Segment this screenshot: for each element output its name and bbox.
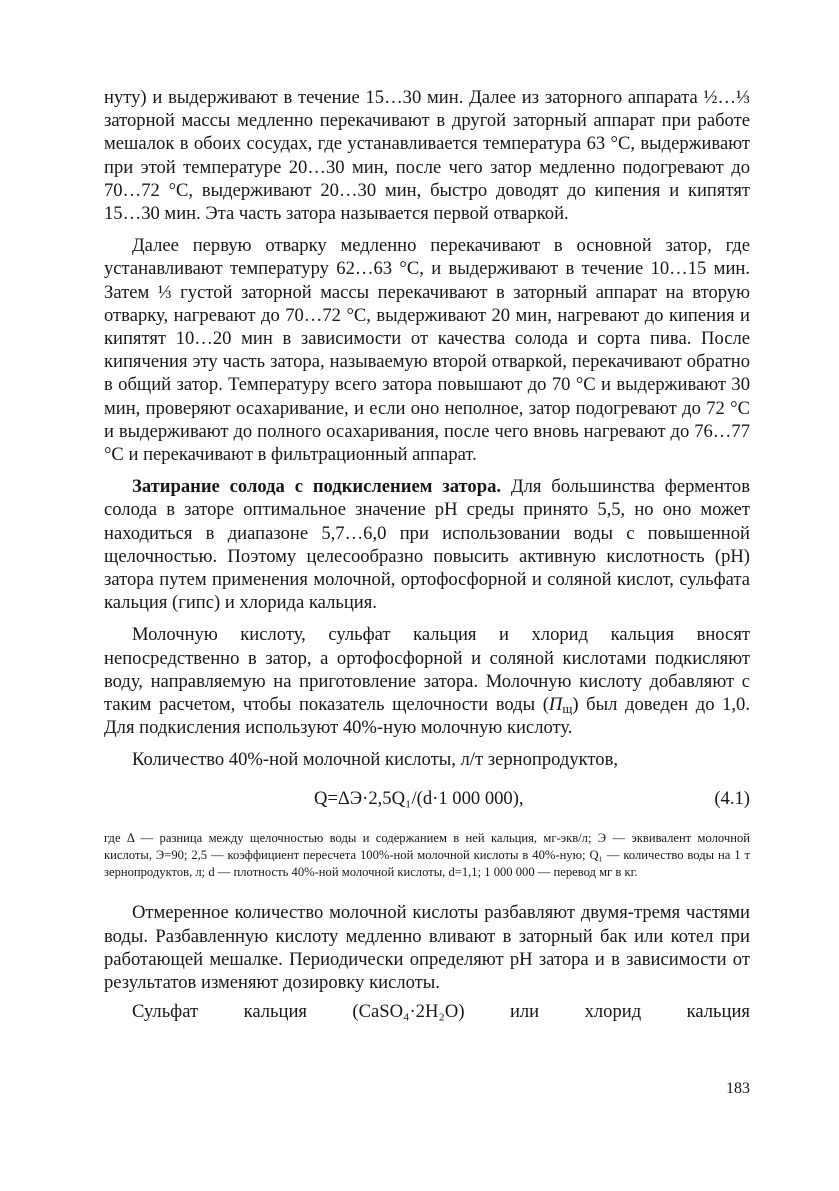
- formula-legend: где Δ — разница между щелочностью воды и содержанием в ней кальция, мг-экв/л; Э — эквивалент молочной кислоты, Э=90; 2,5 — коэффициент пересчета 100%-ной молочной кислоты в 40%-ную; Q₁ — количество воды на 1 т зернопродуктов, л; d — плотность 40%-ной молочной кислоты, d=1,1; 1 000 000 — перевод мг в кг.: [104, 830, 750, 880]
- word: хлорид: [584, 1001, 642, 1023]
- paragraph-7-line: [104, 1000, 750, 1023]
- formula-4-1: [104, 786, 750, 812]
- paragraph-3-text: Для большинства ферментов солода в заторе оптимальное значение рН среды принято 5,5, но оно может находиться в диапазоне 5,7…6,0 при использовании воды с повышенной щелочностью. Поэтому целесообразно повысить активную кислотность (рН) затора путем применения молочной, ортофосфорной и соляной кислот, сульфата кальция (гипс) и хлорида кальция.: [104, 476, 751, 614]
- word: (CaSO₄·2H₂O): [352, 1001, 465, 1023]
- page-number: 183: [726, 1080, 750, 1097]
- paragraph-5: Количество 40%-ной молочной кислоты, л/т зернопродуктов,: [132, 749, 619, 771]
- formula-expression: Q=ΔЭ·2,5Q₁/(d·1 000 000),: [314, 787, 524, 809]
- paragraph-4-text-a: Молочную кислоту, сульфат кальция и хлорид кальция вносят непосредственно в затор, а ортофосфорной и соляной кислотами подкисляют воду, направляемую на приготовление затора. Молочную кислоту добавляют с таким расчетом, чтобы показатель щелочности воды (: [104, 624, 750, 716]
- paragraph-3: [104, 475, 750, 614]
- word: кальция: [243, 1001, 307, 1023]
- word: Сульфат: [132, 1001, 199, 1023]
- alkalinity-symbol: П: [548, 694, 563, 716]
- page-body: [104, 86, 750, 1023]
- paragraph-6: Отмеренное количество молочной кислоты разбавляют двумя-тремя частями воды. Разбавленную кислоту медленно вливают в заторный бак или котел при работающей мешалке. Периодически определяют рН затора и в зависимости от результатов изменяют дозировку кислоты.: [104, 902, 750, 993]
- alkalinity-subscript: щ: [562, 701, 573, 717]
- formula-number: (4.1): [714, 787, 750, 809]
- word: кальция: [686, 1001, 750, 1023]
- section-heading-inline: Затирание солода с подкислением затора.: [132, 476, 502, 498]
- paragraph-1: нуту) и выдерживают в течение 15…30 мин. Далее из заторного аппарата ½…⅓ заторной массы медленно перекачивают в другой заторный аппарат при работе мешалок в обоих сосудах, где устанавливается температура 63 °С, выдерживают при этой температуре 20…30 мин, после чего затор медленно подогревают до 70…72 °С, выдерживают 20…30 мин, быстро доводят до кипения и кипятят 15…30 мин. Эта часть затора называется первой отваркой.: [104, 87, 750, 225]
- paragraph-4: [104, 623, 750, 739]
- paragraph-2: Далее первую отварку медленно перекачивают в основной затор, где устанавливают температуру 62…63 °С, и выдерживают в течение 10…15 мин. Затем ⅓ густой заторной массы перекачивают в заторный аппарат на вторую отварку, нагревают до 70…72 °С, выдерживают 20 мин, нагревают до кипения и кипятят 10…20 мин в зависимости от качества солода и сорта пива. После кипячения эту часть затора, называемую второй отваркой, перекачивают обратно в общий затор. Температуру всего затора повышают до 70 °С и выдерживают 30 мин, проверяют осахаривание, и если оно неполное, затор подогревают до 72 °С и выдерживают до полного осахаривания, после чего вновь нагревают до 76…77 °С и перекачивают в фильтрационный аппарат.: [104, 235, 750, 466]
- word: или: [509, 1001, 540, 1023]
- paragraph-4-text-b: ) был доведен до 1,0. Для подкисления используют 40%-ную молочную кислоту.: [104, 694, 750, 739]
